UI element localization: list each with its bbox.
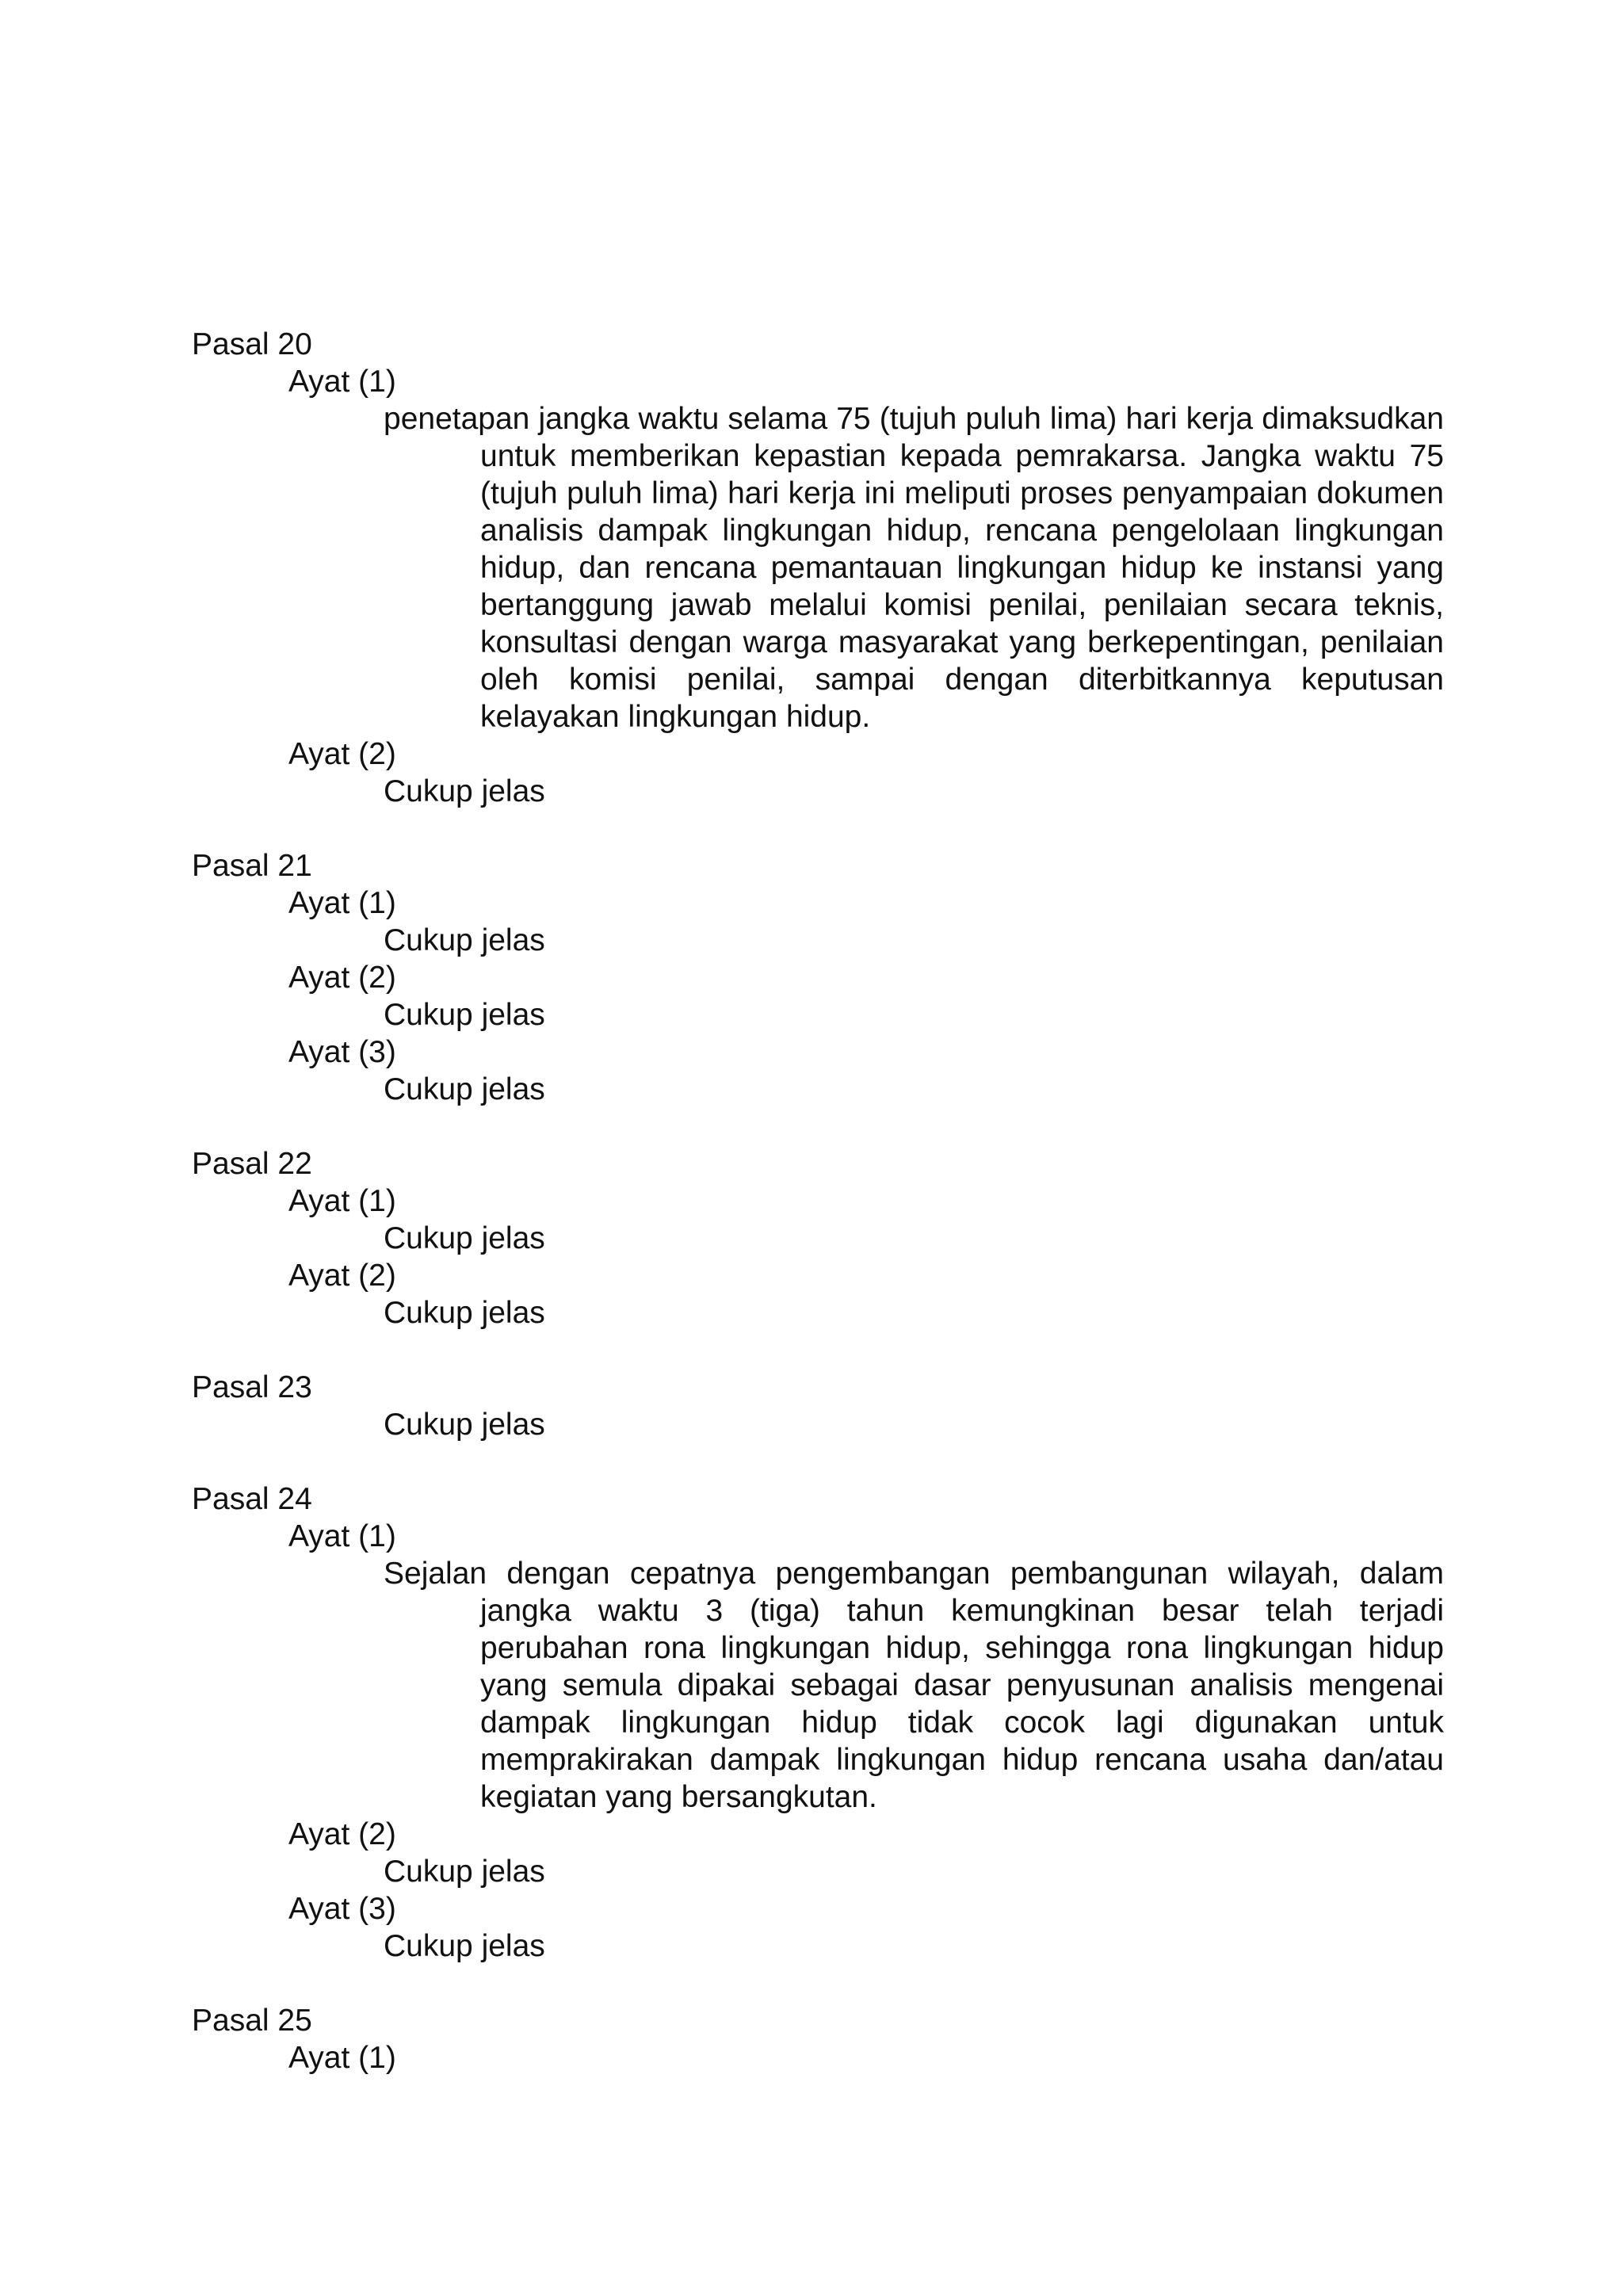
ayat-paragraph: penetapan jangka waktu selama 75 (tujuh puluh lima) hari kerja dimaksudkan untuk memberikan kepastian kepada pemrakarsa. Jangka waktu 75 (tujuh puluh lima) hari kerja ini meliputi proses penyampaian dokumen analisis dampak lingkungan hidup, rencana pengelolaan lingkungan hidup, dan rencana pemantauan lingkungan hidup ke instansi yang bertanggung jawab melalui komisi penilai, penilaian secara teknis, konsultasi dengan warga masyarakat yang berkepentingan, penilaian oleh komisi penilai, sampai dengan diterbitkannya keputusan kelayakan lingkungan hidup. xyxy=(384,402,1444,734)
ayat-label: Ayat (2) xyxy=(288,1259,396,1293)
ayat-text: Cukup jelas xyxy=(384,1296,545,1330)
ayat-label: Ayat (2) xyxy=(288,1817,396,1851)
pasal-text: Cukup jelas xyxy=(384,1408,545,1442)
ayat-label: Ayat (3) xyxy=(288,1035,396,1069)
ayat-label: Ayat (2) xyxy=(288,961,396,995)
pasal-20 xyxy=(192,326,1444,810)
ayat-label: Ayat (1) xyxy=(288,1184,396,1218)
ayat-label: Ayat (1) xyxy=(288,886,396,920)
ayat-text: Cukup jelas xyxy=(384,774,545,808)
pasal-23 xyxy=(192,1369,1444,1443)
pasal-21 xyxy=(192,847,1444,1108)
pasal-22 xyxy=(192,1145,1444,1331)
ayat-label: Ayat (3) xyxy=(288,1892,396,1926)
document-body xyxy=(192,326,1444,2076)
ayat-text: Cukup jelas xyxy=(384,1929,545,1963)
pasal-24 xyxy=(192,1480,1444,1965)
ayat-text: Cukup jelas xyxy=(384,998,545,1032)
ayat-text: Cukup jelas xyxy=(384,1221,545,1255)
pasal-title: Pasal 25 xyxy=(192,2004,312,2038)
ayat-label: Ayat (1) xyxy=(288,2041,396,2075)
pasal-title: Pasal 24 xyxy=(192,1482,312,1516)
ayat-paragraph: Sejalan dengan cepatnya pengembangan pembangunan wilayah, dalam jangka waktu 3 (tiga) tahun kemungkinan besar telah terjadi perubahan rona lingkungan hidup, sehingga rona lingkungan hidup yang semula dipakai sebagai dasar penyusunan analisis mengenai dampak lingkungan hidup tidak cocok lagi digunakan untuk memprakirakan dampak lingkungan hidup rencana usaha dan/atau kegiatan yang bersangkutan. xyxy=(384,1557,1444,1814)
pasal-title: Pasal 20 xyxy=(192,327,312,361)
pasal-title: Pasal 21 xyxy=(192,849,312,883)
ayat-text: Cukup jelas xyxy=(384,1072,545,1106)
pasal-title: Pasal 23 xyxy=(192,1370,312,1404)
ayat-label: Ayat (1) xyxy=(288,365,396,399)
ayat-label: Ayat (1) xyxy=(288,1519,396,1553)
pasal-title: Pasal 22 xyxy=(192,1147,312,1181)
ayat-text: Cukup jelas xyxy=(384,1855,545,1889)
ayat-text: Cukup jelas xyxy=(384,923,545,957)
pasal-25 xyxy=(192,2002,1444,2076)
ayat-label: Ayat (2) xyxy=(288,737,396,771)
